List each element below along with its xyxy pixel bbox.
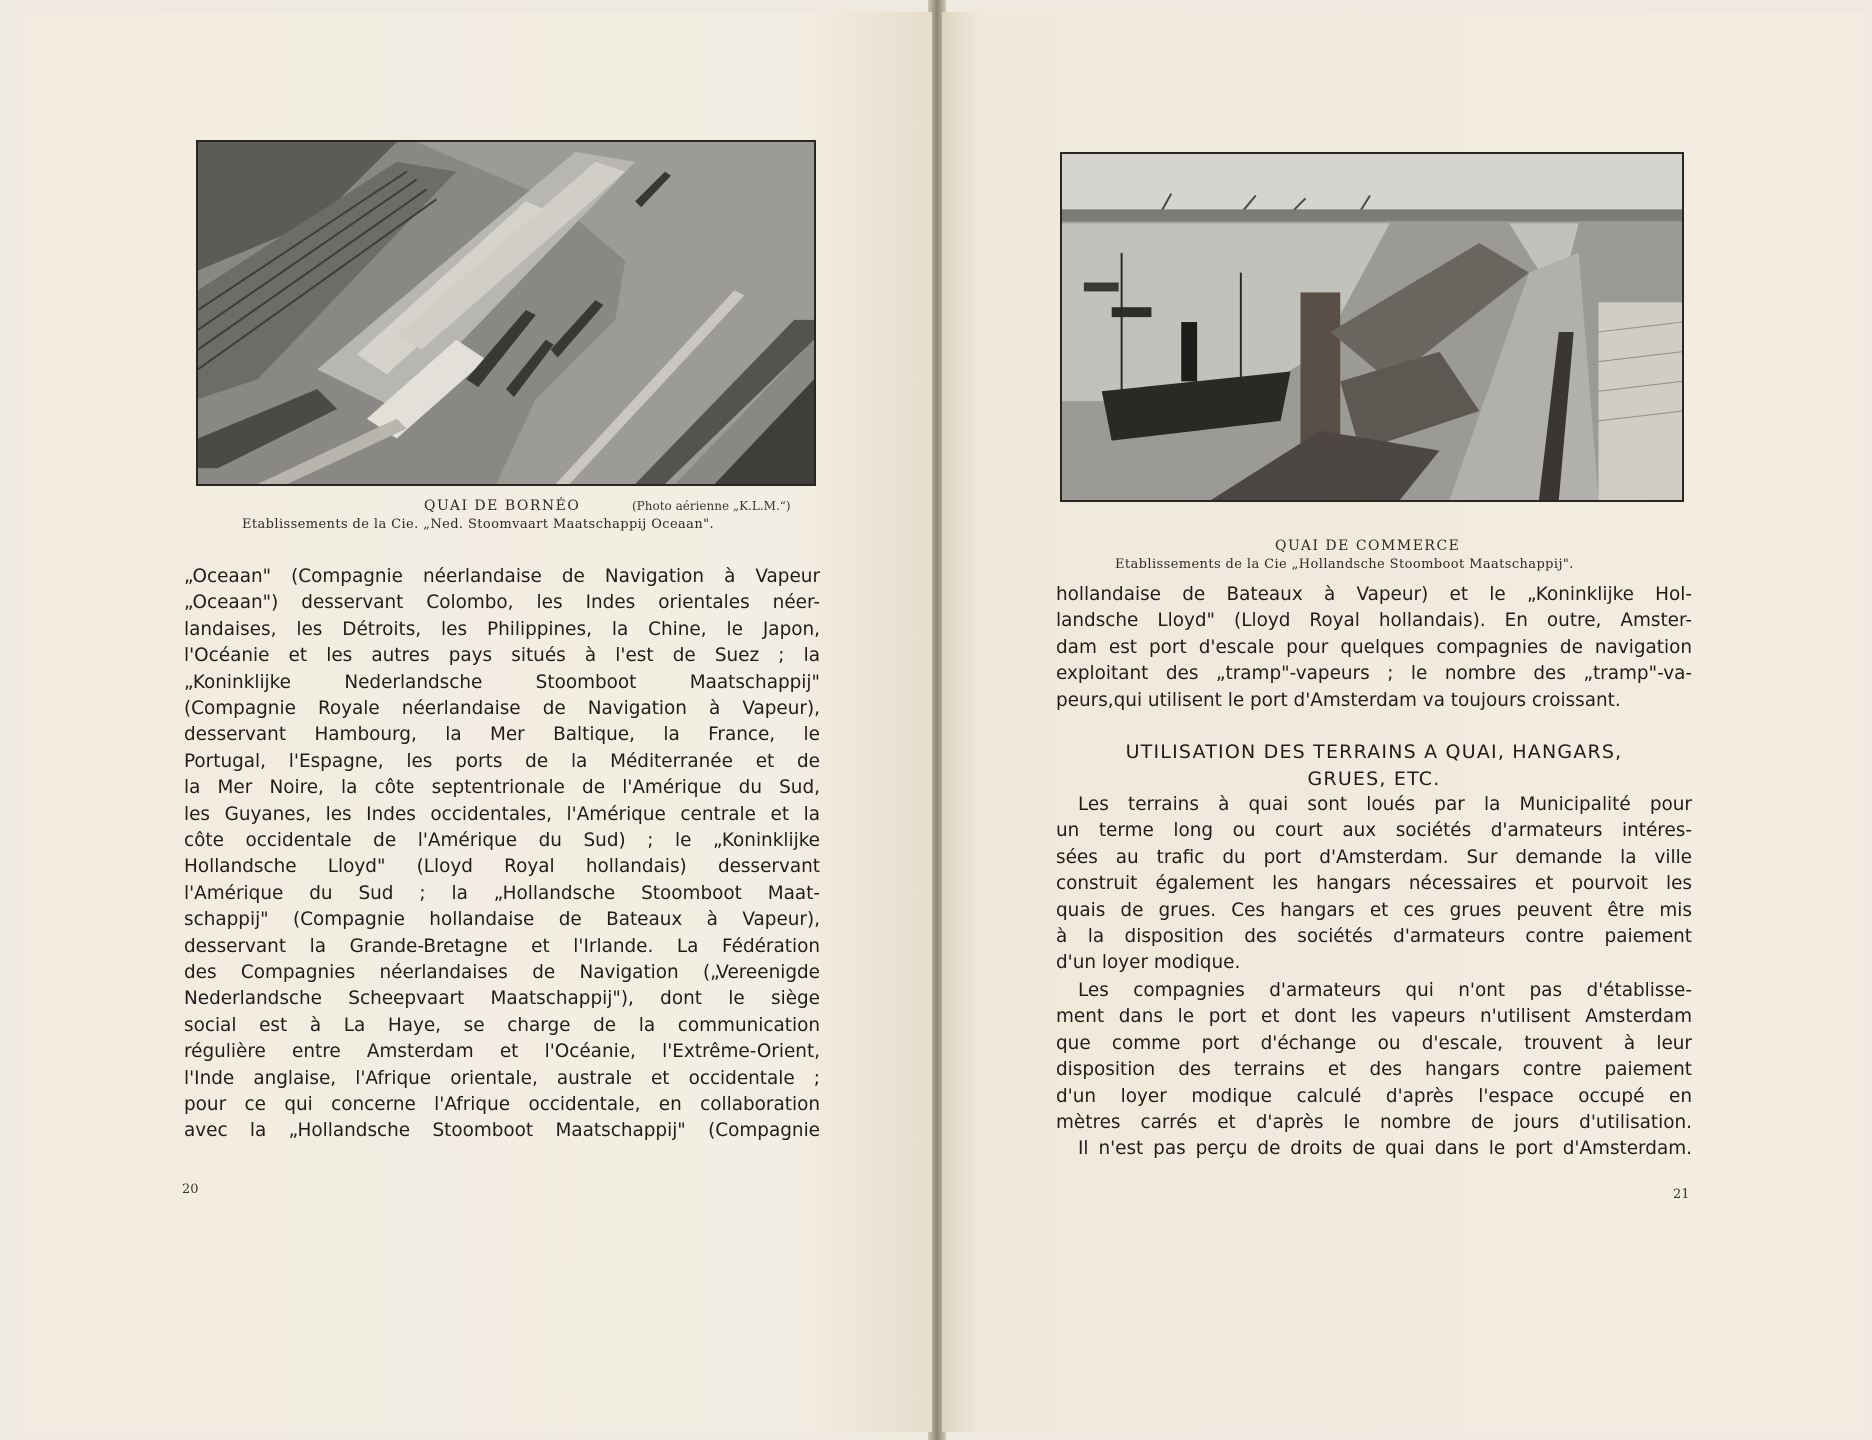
right-photo-caption-title: QUAI DE COMMERCE	[1275, 538, 1461, 554]
text-line: hollandaise de Bateaux à Vapeur) et le „Koninklijke Hol-	[1056, 584, 1692, 605]
text-line: quais de grues. Ces hangars et ces grues peuvent être mis	[1056, 899, 1692, 921]
text-line: l'Océanie et les autres pays situés à l'est de Suez ; la	[184, 645, 820, 667]
left-page	[24, 12, 932, 1432]
text-line: la Mer Noire, la côte septentrionale de l'Amérique du Sud,	[184, 777, 820, 799]
text-line: Portugal, l'Espagne, les ports de la Méditerranée et de	[184, 750, 820, 772]
text-line: „Oceaan") desservant Colombo, les Indes orientales néer-	[184, 592, 820, 614]
text-line: peurs,qui utilisent le port d'Amsterdam va toujours croissant.	[1056, 689, 1621, 711]
left-photo-caption-subtitle: Etablissements de la Cie. „Ned. Stoomvaart Maatschappij Oceaan".	[242, 517, 715, 532]
text-line: côte occidentale de l'Amérique du Sud) ; le „Koninklijke	[184, 830, 820, 851]
text-line: avec la „Hollandsche Stoomboot Maatschappij" (Compagnie	[184, 1120, 820, 1142]
text-line: Les compagnies d'armateurs qui n'ont pas d'établisse-	[1078, 980, 1692, 1001]
section-heading-line-1: UTILISATION DES TERRAINS A QUAI, HANGARS,	[1125, 741, 1623, 763]
text-line: que comme port d'échange ou d'escale, trouvent à leur	[1056, 1032, 1692, 1054]
right-paragraph-3: Il n'est pas perçu de droits de quai dans le port d'Amsterdam.	[1078, 1138, 1692, 1159]
text-line: sées au trafic du port d'Amsterdam. Sur demande la ville	[1056, 846, 1692, 868]
text-line: desservant Hambourg, la Mer Baltique, la France, le	[184, 724, 820, 746]
left-photo-caption-credit: (Photo aérienne „K.L.M.“)	[632, 499, 791, 513]
text-line: l'Amérique du Sud ; la „Hollandsche Stoomboot Maat-	[184, 882, 820, 904]
text-line: à la disposition des sociétés d'armateurs contre paiement	[1056, 926, 1692, 947]
text-line: ment dans le port et dont les vapeurs n'utilisent Amsterdam	[1056, 1006, 1692, 1028]
text-line: „Koninklijke Nederlandsche Stoomboot Maatschappij"	[184, 671, 820, 693]
text-line: exploitant des „tramp"-vapeurs ; le nombre des „tramp"-va-	[1056, 663, 1692, 685]
text-line: dam est port d'escale pour quelques compagnies de navigation	[1056, 636, 1692, 658]
aerial-harbor-photo	[196, 140, 816, 486]
text-line: construit également les hangars nécessaires et pourvoit les	[1056, 873, 1692, 895]
text-line: régulière entre Amsterdam et l'Océanie, l'Extrême-Orient,	[184, 1041, 820, 1063]
quay-street-photo	[1060, 152, 1684, 502]
text-line: landsche Lloyd" (Lloyd Royal hollandais). En outre, Amster-	[1056, 610, 1692, 632]
section-heading-line-2: GRUES, ETC.	[1307, 768, 1441, 790]
right-photo-caption-subtitle: Etablissements de la Cie „Hollandsche Stoomboot Maatschappij".	[1115, 557, 1574, 572]
text-line: desservant la Grande-Bretagne et l'Irlande. La Fédération	[184, 935, 820, 957]
text-line: les Guyanes, les Indes occidentales, l'Amérique centrale et la	[184, 803, 820, 825]
left-photo-caption-title: QUAI DE BORNÉO	[424, 498, 581, 514]
text-line: schappij" (Compagnie hollandaise de Bateaux à Vapeur),	[184, 909, 820, 931]
text-line: d'un loyer modique.	[1056, 952, 1241, 974]
text-line: l'Inde anglaise, l'Afrique orientale, australe et occidentale ;	[184, 1067, 820, 1089]
text-line: disposition des terrains et des hangars contre paiement	[1056, 1059, 1692, 1081]
text-line: d'un loyer modique calculé d'après l'espace occupé en	[1056, 1085, 1692, 1107]
text-line: landaises, les Détroits, les Philippines, la Chine, le Japon,	[184, 618, 820, 640]
page-number-left: 20	[182, 1182, 199, 1197]
text-line: social est à La Haye, se charge de la communication	[184, 1014, 820, 1036]
right-page	[942, 12, 1864, 1432]
page-number-right: 21	[1673, 1187, 1690, 1202]
text-line: des Compagnies néerlandaises de Navigation („Vereenigde	[184, 962, 820, 983]
text-line: mètres carrés et d'après le nombre de jours d'utilisation.	[1056, 1112, 1692, 1133]
text-line: Nederlandsche Scheepvaart Maatschappij"), dont le siège	[184, 988, 820, 1010]
text-line: (Compagnie Royale néerlandaise de Navigation à Vapeur),	[184, 698, 820, 719]
text-line: un terme long ou court aux sociétés d'armateurs intéres-	[1056, 820, 1692, 842]
text-line: „Oceaan" (Compagnie néerlandaise de Navigation à Vapeur	[184, 566, 820, 587]
text-line: Hollandsche Lloyd" (Lloyd Royal hollandais) desservant	[184, 856, 820, 878]
text-line: pour ce qui concerne l'Afrique occidentale, en collaboration	[184, 1094, 820, 1115]
text-line: Les terrains à quai sont loués par la Municipalité pour	[1078, 794, 1692, 815]
